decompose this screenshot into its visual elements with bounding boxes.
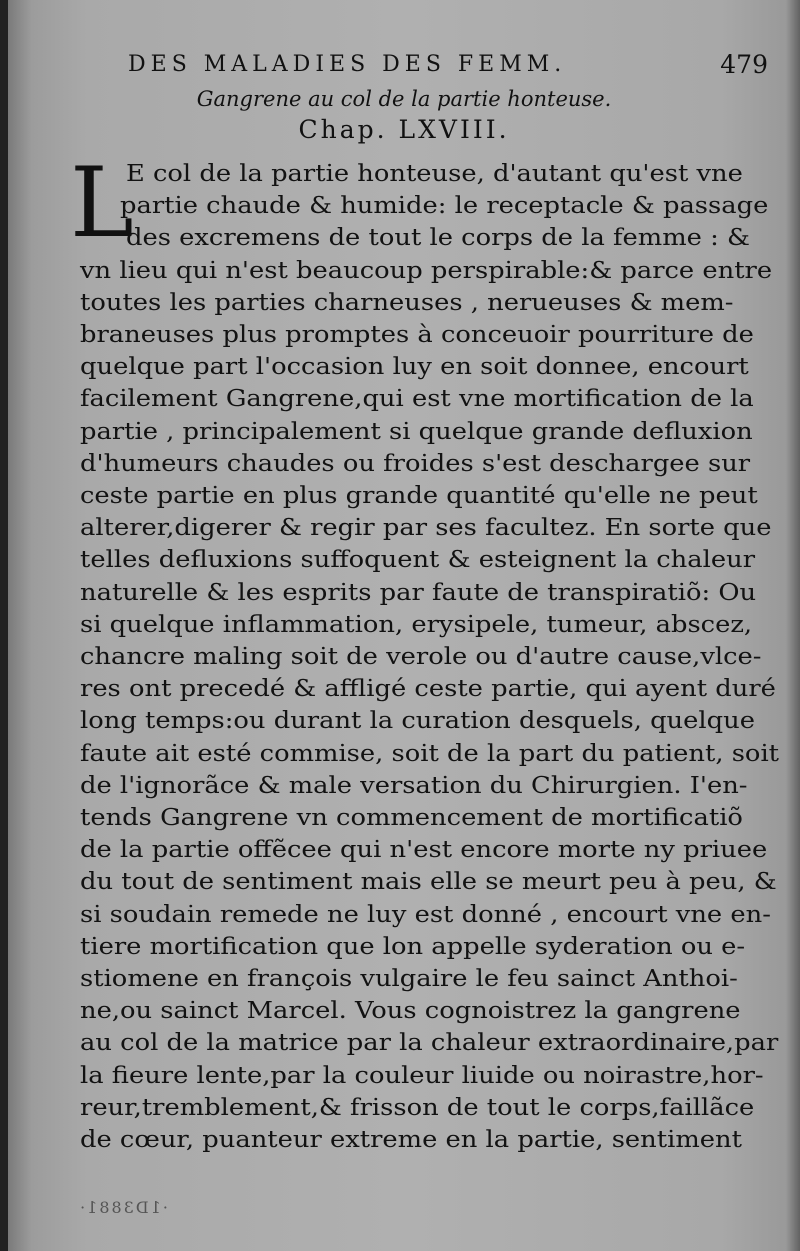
text-line: du tout de sentiment mais elle se meurt peu à peu, &: [80, 869, 777, 896]
text-line: partie , principalement si quelque grande defluxion: [80, 418, 753, 445]
text-line: ne,ou sainct Marcel. Vous cognoistrez la gangrene: [80, 998, 741, 1025]
text-line: ceste partie en plus grande quantité qu'elle ne peut: [80, 483, 758, 509]
chapter-heading: Chap. LXVIII.: [298, 115, 510, 144]
text-line: vn lieu qui n'est beaucoup perspirable:& parce entre: [80, 257, 773, 284]
text-line: de la partie offẽcee qui n'est encore morte ny priuee: [80, 837, 768, 864]
text-line: facilement Gangrene,qui est vne mortification de la: [80, 386, 754, 413]
text-line: faute ait esté commise, soit de la part du patient, soit: [80, 740, 780, 767]
page-number: 479: [720, 50, 768, 79]
text-line: chancre maling soit de verole ou d'autre cause,vlce-: [80, 644, 762, 670]
book-page: [8, 0, 800, 1251]
text-line: partie chaude & humide: le receptacle & passage: [120, 193, 769, 220]
text-line: alterer,digerer & regir par ses facultez. En sorte que: [80, 515, 772, 542]
text-line: telles defluxions suffoquent & esteignent la chaleur: [80, 547, 756, 574]
drop-cap: L: [70, 147, 134, 259]
page-edge-shadow: [786, 0, 800, 1251]
text-line: tends Gangrene vn commencement de mortificatiõ: [80, 805, 743, 831]
text-line: au col de la matrice par la chaleur extraordinaire,par: [80, 1030, 779, 1057]
text-line: long temps:ou durant la curation desquels, quelque: [80, 708, 755, 735]
text-line: E col de la partie honteuse, d'autant qu'est vne: [126, 161, 743, 187]
text-line: de cœur, puanteur extreme en la partie, sentiment: [80, 1127, 742, 1153]
running-title: DES MALADIES DES FEMM.: [128, 52, 567, 77]
text-line: reur,tremblement,& frisson de tout le corps,faillãce: [80, 1094, 755, 1121]
text-line: si quelque inflammation, erysipele, tumeur, abscez,: [80, 611, 753, 638]
text-line: de l'ignorãce & male versation du Chirurgien. I'en-: [80, 772, 748, 799]
show-through-text: ·1D3881·: [78, 1198, 168, 1217]
text-line: stiomene en françois vulgaire le feu sainct Anthoi-: [80, 966, 738, 992]
text-line: naturelle & les esprits par faute de transpiratiõ: Ou: [80, 579, 757, 606]
text-line: si soudain remede ne luy est donné , encourt vne en-: [80, 901, 771, 928]
section-subtitle: Gangrene au col de la partie honteuse.: [196, 87, 612, 111]
text-line: tiere mortification que lon appelle syderation ou e-: [80, 933, 746, 960]
text-line: d'humeurs chaudes ou froides s'est deschargee sur: [80, 450, 751, 477]
text-line: des excremens de tout le corps de la femme : &: [126, 225, 750, 252]
text-line: la fieure lente,par la couleur liuide ou noirastre,hor-: [80, 1062, 764, 1089]
text-line: braneuses plus promptes à conceuoir pourriture de: [80, 322, 754, 348]
text-line: quelque part l'occasion luy en soit donnee, encourt: [80, 354, 749, 381]
text-line: toutes les parties charneuses , nerueuses & mem-: [80, 289, 734, 316]
text-line: res ont precedé & affligé ceste partie, qui ayent duré: [80, 676, 776, 703]
running-header: [128, 52, 768, 88]
